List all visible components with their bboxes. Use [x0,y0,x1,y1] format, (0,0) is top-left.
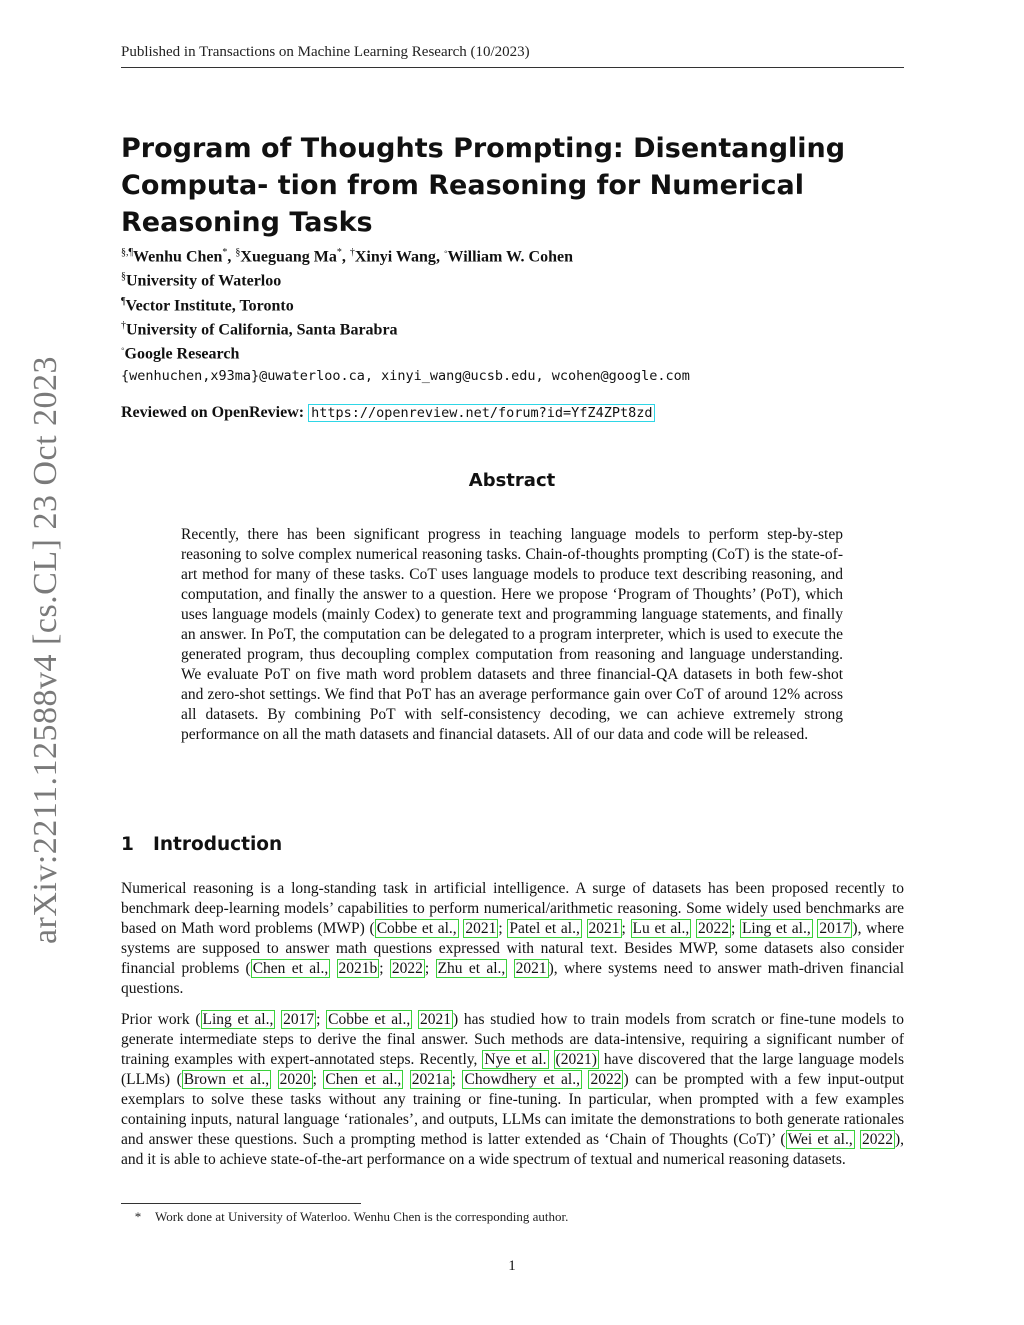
affiliation-3 [121,316,911,340]
citation-link[interactable]: (2021) [555,1051,597,1068]
citation-link[interactable]: Chowdhery et al., [464,1071,580,1088]
citation-link[interactable]: Lu et al., [632,920,690,937]
text-run: Numerical reasoning is a long-standing task in artificial intelligence. A surge of datasets has been proposed recently to benchmark deep-learning models’ capabilities to perform numerical/arithmetic reasoning. Some widely used benchmarks are based on Math word problems (MWP) ( [121,880,904,937]
citation-link[interactable]: Patel et al., [509,920,580,937]
citation-link[interactable]: 2021a [411,1071,450,1088]
affiliation-4-name: Google Research [124,345,240,363]
citation-link[interactable]: 2022 [391,960,423,977]
footnote [121,1209,568,1225]
section-number: 1 [121,834,134,855]
citation-link[interactable]: Wei et al., [787,1131,853,1148]
review-label: Reviewed on OpenReview: [121,404,305,421]
affiliation-2-sup: ¶ [121,295,126,307]
citation-link[interactable]: 2017 [819,920,851,937]
citation-link[interactable]: 2021 [588,920,620,937]
author-1-name: Wenhu Chen [133,248,223,266]
affiliation-3-sup: † [121,319,126,331]
citation-link[interactable]: Zhu et al., [437,960,506,977]
author-2-star: * [336,247,342,258]
author-block [121,243,911,386]
citation-link[interactable]: 2022 [697,920,729,937]
citation-link[interactable]: 2020 [279,1071,311,1088]
author-2-name: Xueguang Ma [240,248,337,266]
text-run: ), where systems need to answer math-driven financial questions. [121,960,905,997]
text-run: Prior work ( [121,1011,201,1028]
affiliation-2-name: Vector Institute, Toronto [125,296,294,314]
author-3-sup: † [349,247,355,258]
author-emails: {wenhuchen,x93ma}@uwaterloo.ca, xinyi_wang@ucsb.edu, wcohen@google.com [121,367,690,384]
text-run: have discovered that the large language models (LLMs) ( [121,1051,905,1088]
openreview-link[interactable]: https://openreview.net/forum?id=YfZ4ZPt8zd [308,404,655,422]
footnote-text: Work done at University of Waterloo. Wenhu Chen is the corresponding author. [155,1209,569,1224]
affiliation-4 [121,340,911,364]
text-run: ) has studied how to train models from scratch or fine-tune models to generate intermediate steps to derive the final answer. Such methods are data-intensive, requiring a significant number of training examples with expert-annotated steps. Recently, [121,1011,904,1068]
arxiv-stamp: arXiv:2211.12588v4 [cs.CL] 23 Oct 2023 [27,355,64,945]
author-line: §,¶Wenhu Chen*, §Xueguang Ma*, †Xinyi Wang, ◦William W. Cohen [121,247,573,266]
page-number: 1 [508,1258,516,1274]
citation-link[interactable]: 2021 [515,960,547,977]
citation-link[interactable]: 2021b [338,960,378,977]
citation-link[interactable]: Cobbe et al., [328,1011,411,1028]
affiliation-1 [121,267,911,291]
author-4-sup: ◦ [443,247,448,258]
author-3-name: Xinyi Wang [354,248,436,266]
paper-title: Program of Thoughts Prompting: Disentangling Computa- tion from Reasoning for Numerical Reasoning Tasks [121,133,846,238]
citation-link[interactable]: 2022 [590,1071,622,1088]
author-2-sup: § [235,247,241,258]
text-run: ), where systems are supposed to answer math questions expressed with natural text. Besides MWP, some datasets also consider financial problems ( [121,920,905,977]
affiliation-1-sup: § [121,271,126,283]
citation-link[interactable]: Ling et al., [741,920,811,937]
affiliation-2 [121,292,911,316]
citation-link[interactable]: Nye et al. [484,1051,547,1068]
citation-link[interactable]: Brown et al., [183,1071,270,1088]
citation-link[interactable]: Chen et al., [325,1071,402,1088]
text-run: ) can be prompted with a few input-output exemplars to solve these tasks without any training or fine-tuning. In particular, when prompted with a few examples containing inputs, natural language ‘rationales’, and outputs, LLMs can imitate the demonstrations to both generate rationales and answer these questions. Such a prompting method is latter extended as ‘Chain of Thoughts (CoT)’ ( [121,1071,905,1148]
text-run: ), and it is able to achieve state-of-the-art performance on a wide spectrum of textual and numerical reasoning datasets. [121,1131,904,1168]
citation-link[interactable]: 2021 [465,920,497,937]
affiliation-1-name: University of Waterloo [126,272,282,290]
author-1-sup: §,¶ [121,247,134,258]
section-title: Introduction [153,834,283,855]
citation-link[interactable]: 2017 [283,1011,315,1028]
intro-paragraph-2: Prior work ( Ling et al., 2017 ; Cobbe et al., 2021 ) has studied how to train models from scratch or fine-tune models to generate intermediate steps to derive the final answer. Such methods are data-intensive, requiring a significant number of training examples with expert-annotated steps. Recently, Nye et al. (2021) have discovered that the large language models (LLMs) ( Brown et al., 2020 ; Chen et al., 2021a ; Chowdhery et al., 2022 ) can be prompted with a few input-output exemplars to solve these tasks without any training or fine-tuning. In particular, when prompted with a few examples containing inputs, natural language ‘rationales’, and outputs, LLMs can imitate the demonstrations to both generate rationales and answer these questions. Such a prompting method is latter extended as ‘Chain of Thoughts (CoT)’ ( Wei et al., 2022 ), and it is able to achieve state-of-the-art performance on a wide spectrum of textual and numerical reasoning datasets. [121,1011,905,1168]
abstract-body: Recently, there has been significant progress in teaching language models to perform step-by-step reasoning to solve complex numerical reasoning tasks. Chain-of-thoughts prompting (CoT) is the state-of-art method for many of these tasks. CoT uses language models to produce text describing reasoning, and computation, and finally the answer to a question. Here we propose ‘Program of Thoughts’ (PoT), which uses language models (mainly Codex) to generate text and programming language statements, and finally an answer. In PoT, the computation can be delegated to a program interpreter, which is used to execute the generated program, thus decoupling complex computation from reasoning and language understanding. We evaluate PoT on five math word problem datasets and three financial-QA datasets in both few-shot and zero-shot settings. We find that PoT has an average performance gain over CoT of around 12% across all datasets. By combining PoT with self-consistency decoding, we can achieve extremely strong performance on all the math datasets and financial datasets. All of our data and code will be released. [181,526,843,743]
intro-paragraph-1: Numerical reasoning is a long-standing task in artificial intelligence. A surge of datasets has been proposed recently to benchmark deep-learning models’ capabilities to perform numerical/arithmetic reasoning. Some widely used benchmarks are based on Math word problems (MWP) ( Cobbe et al., 2021 ; Patel et al., 2021 ; Lu et al., 2022 ; Ling et al., 2017 ), where systems are supposed to answer math questions expressed with natural text. Besides MWP, some datasets also consider financial problems ( Chen et al., 2021b ; 2022 ; Zhu et al., 2021 ), where systems need to answer math-driven financial questions. [121,880,905,997]
abstract-heading: Abstract [468,470,556,491]
author-4-name: William W. Cohen [447,248,573,266]
review-line [121,404,655,422]
citation-link[interactable]: Chen et al., [252,960,329,977]
author-1-star: * [222,247,228,258]
citation-link[interactable]: Ling et al., [202,1011,274,1028]
citation-link[interactable]: 2022 [861,1131,893,1148]
footnote-divider [121,1203,361,1204]
citation-link[interactable]: Cobbe et al., [376,920,457,937]
footnote-mark: * [134,1209,142,1224]
running-head: Published in Transactions on Machine Learning Research (10/2023) [121,44,904,68]
affiliation-4-sup: ◦ [121,344,125,356]
citation-link[interactable]: 2021 [419,1011,451,1028]
affiliation-3-name: University of California, Santa Barabra [126,321,398,339]
section-heading-introduction [121,834,282,855]
